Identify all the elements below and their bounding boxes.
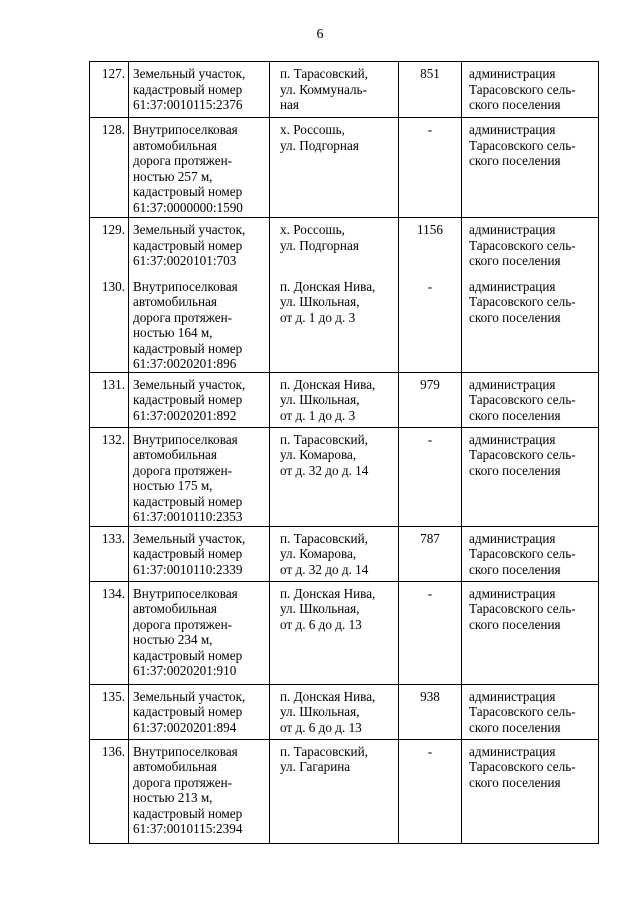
address-cell: п. Донская Нива, ул. Школьная, от д. 6 до д. 13	[270, 684, 399, 739]
owner-cell: администрация Тарасовского сель- ского поселения	[462, 684, 599, 739]
area-cell: 938	[399, 684, 462, 739]
owner-cell: администрация Тарасовского сель- ского поселения	[462, 427, 599, 526]
row-number-cell: 135.	[90, 684, 129, 739]
object-cell: Внутрипоселковая автомобильная дорога протяжен- ностью 213 м, кадастровый номер 61:37:0010115:2394	[129, 739, 270, 843]
address-cell: п. Донская Нива, ул. Школьная, от д. 1 до д. 3	[270, 372, 399, 427]
area-cell: 787	[399, 526, 462, 581]
area-cell: 851	[399, 62, 462, 118]
address-cell: п. Тарасовский, ул. Комарова, от д. 32 до д. 14	[270, 427, 399, 526]
table-row	[90, 526, 599, 581]
area-cell: 1156	[399, 218, 462, 275]
area-cell: -	[399, 118, 462, 218]
object-cell: Внутрипоселковая автомобильная дорога протяжен- ностью 175 м, кадастровый номер 61:37:0010110:2353	[129, 427, 270, 526]
table-row	[90, 275, 599, 373]
row-number-cell: 129.	[90, 218, 129, 275]
address-cell: п. Донская Нива, ул. Школьная, от д. 6 до д. 13	[270, 581, 399, 684]
owner-cell: администрация Тарасовского сель- ского поселения	[462, 62, 599, 118]
area-cell: -	[399, 275, 462, 373]
owner-cell: администрация Тарасовского сель- ского поселения	[462, 372, 599, 427]
object-cell: Земельный участок, кадастровый номер 61:37:0020101:703	[129, 218, 270, 275]
table-row	[90, 118, 599, 218]
object-cell: Земельный участок, кадастровый номер 61:37:0010115:2376	[129, 62, 270, 118]
object-cell: Земельный участок, кадастровый номер 61:37:0020201:892	[129, 372, 270, 427]
owner-cell: администрация Тарасовского сель- ского поселения	[462, 581, 599, 684]
object-cell: Внутрипоселковая автомобильная дорога протяжен- ностью 164 м, кадастровый номер 61:37:0020201:896	[129, 275, 270, 373]
owner-cell: администрация Тарасовского сель- ского поселения	[462, 118, 599, 218]
row-number-cell: 131.	[90, 372, 129, 427]
table-row	[90, 684, 599, 739]
owner-cell: администрация Тарасовского сель- ского поселения	[462, 218, 599, 275]
owner-cell: администрация Тарасовского сель- ского поселения	[462, 526, 599, 581]
table-row	[90, 372, 599, 427]
object-cell: Внутрипоселковая автомобильная дорога протяжен- ностью 257 м, кадастровый номер 61:37:0000000:1590	[129, 118, 270, 218]
area-cell: -	[399, 739, 462, 843]
page-number: 6	[316, 27, 324, 42]
address-cell: п. Тарасовский, ул. Коммуналь- ная	[270, 62, 399, 118]
row-number-cell: 136.	[90, 739, 129, 843]
area-cell: -	[399, 427, 462, 526]
row-number-cell: 134.	[90, 581, 129, 684]
row-number-cell: 133.	[90, 526, 129, 581]
object-cell: Внутрипоселковая автомобильная дорога протяжен- ностью 234 м, кадастровый номер 61:37:0020201:910	[129, 581, 270, 684]
owner-cell: администрация Тарасовского сель- ского поселения	[462, 739, 599, 843]
table-row	[90, 218, 599, 275]
address-cell: п. Тарасовский, ул. Комарова, от д. 32 до д. 14	[270, 526, 399, 581]
row-number-cell: 128.	[90, 118, 129, 218]
row-number-cell: 130.	[90, 275, 129, 373]
address-cell: п. Донская Нива, ул. Школьная, от д. 1 до д. 3	[270, 275, 399, 373]
area-cell: 979	[399, 372, 462, 427]
object-cell: Земельный участок, кадастровый номер 61:37:0020201:894	[129, 684, 270, 739]
address-cell: х. Россошь, ул. Подгорная	[270, 118, 399, 218]
object-cell: Земельный участок, кадастровый номер 61:37:0010110:2339	[129, 526, 270, 581]
address-cell: п. Тарасовский, ул. Гагарина	[270, 739, 399, 843]
area-cell: -	[399, 581, 462, 684]
row-number-cell: 127.	[90, 62, 129, 118]
table-row	[90, 427, 599, 526]
table-row	[90, 581, 599, 684]
address-cell: х. Россошь, ул. Подгорная	[270, 218, 399, 275]
table-row	[90, 62, 599, 118]
row-number-cell: 132.	[90, 427, 129, 526]
owner-cell: администрация Тарасовского сель- ского поселения	[462, 275, 599, 373]
property-registry-table	[89, 61, 599, 844]
table-row	[90, 739, 599, 843]
